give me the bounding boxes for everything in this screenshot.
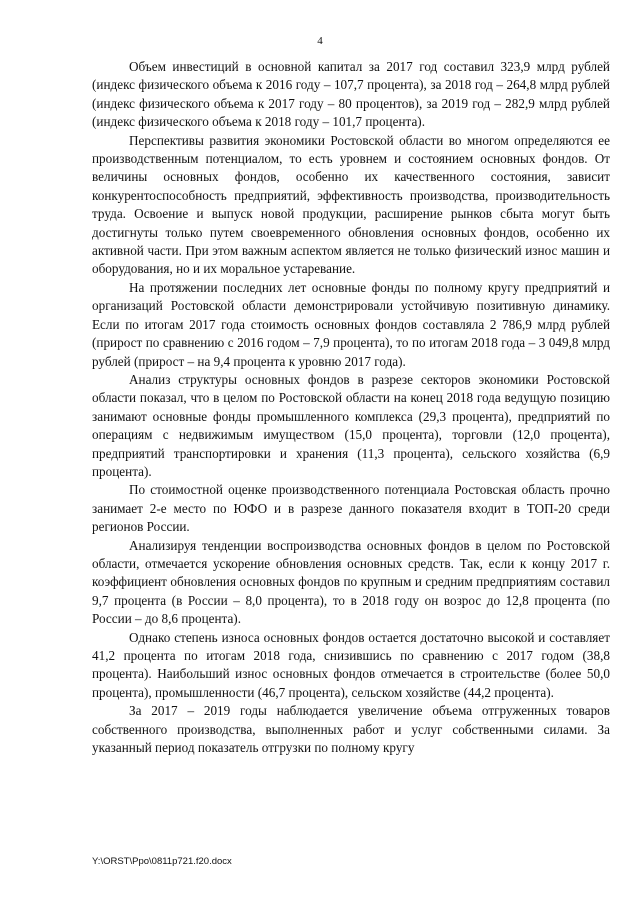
paragraph-shipments: За 2017 – 2019 годы наблюдается увеличение объема отгруженных товаров собственного производства, выполненных работ и услуг собственными силами. За указанный период показатель отгрузки по полному кругу xyxy=(92,703,610,756)
paragraph-investments: Объем инвестиций в основной капитал за 2017 год составил 323,9 млрд рублей (индекс физического объема к 2016 году – 107,7 процента), за 2018 год – 264,8 млрд рублей (индекс физического объема к 2017 году – 80 процентов), за 2019 год – 282,9 млрд рублей (индекс физического объема к 2018 году – 101,7 процента). xyxy=(92,59,610,130)
paragraph-prospects: Перспективы развития экономики Ростовской области во многом определяются ее производственным потенциалом, то есть уровнем и состоянием основных фондов. От величины основных фондов, особенно их качественного состояния, зависит конкурентоспособность предприятий, эффективность производства, производительность труда. Освоение и выпуск новой продукции, расширение рынков сбыта могут быть достигнуты только путем своевременного обновления основных фондов, особенно их активной части. При этом важным аспектом является не только физический износ машин и оборудования, но и их моральное устаревание. xyxy=(92,132,610,277)
paragraph-ranking: По стоимостной оценке производственного потенциала Ростовская область прочно занимает 2-е место по ЮФО и в разрезе данного показателя входит в ТОП-20 среди регионов России. xyxy=(92,482,610,535)
footer-file-path: Y:\ORST\Ppo\0811p721.f20.docx xyxy=(92,856,232,867)
paragraph-renewal-trends: Анализируя тенденции воспроизводства основных фондов в целом по Ростовской области, отмечается ускорение обновления основных средств. Так, если к концу 2017 г. коэффициент обновления основных фондов по крупным и средним предприятиям составил 9,7 процента (в России – 8,0 процента), то в 2018 году он возрос до 12,8 процента (по России – до 8,6 процента). xyxy=(92,537,610,627)
paragraph-fixed-assets-dynamics: На протяжении последних лет основные фонды по полному кругу предприятий и организаций Ростовской области демонстрировали устойчивую позитивную динамику. Если по итогам 2017 года стоимость основных фондов составляла 2 786,9 млрд рублей (прирост по сравнению с 2016 годом – 7,9 процента), то по итогам 2018 года – 3 049,8 млрд рублей (прирост – на 9,4 процента к уровню 2017 года). xyxy=(92,279,610,369)
paragraph-depreciation: Однако степень износа основных фондов остается достаточно высокой и составляет 41,2 процента по итогам 2018 года, снизившись по сравнению с 2017 годом (38,8 процента). Наибольший износ основных фондов отмечается в строительстве (более 50,0 процента), промышленности (46,7 процента), сельском хозяйстве (44,2 процента). xyxy=(92,629,610,700)
paragraph-structure-analysis: Анализ структуры основных фондов в разрезе секторов экономики Ростовской области показал, что в целом по Ростовской области на конец 2018 года ведущую позицию занимают основные фонды промышленного комплекса (29,3 процента), предприятий по операциям с недвижимым имуществом (15,0 процента), торговли (12,0 процента), предприятий транспортировки и хранения (11,3 процента), сельского хозяйства (6,9 процента). xyxy=(92,371,610,479)
page-number: 4 xyxy=(317,35,323,47)
document-body xyxy=(92,58,610,757)
